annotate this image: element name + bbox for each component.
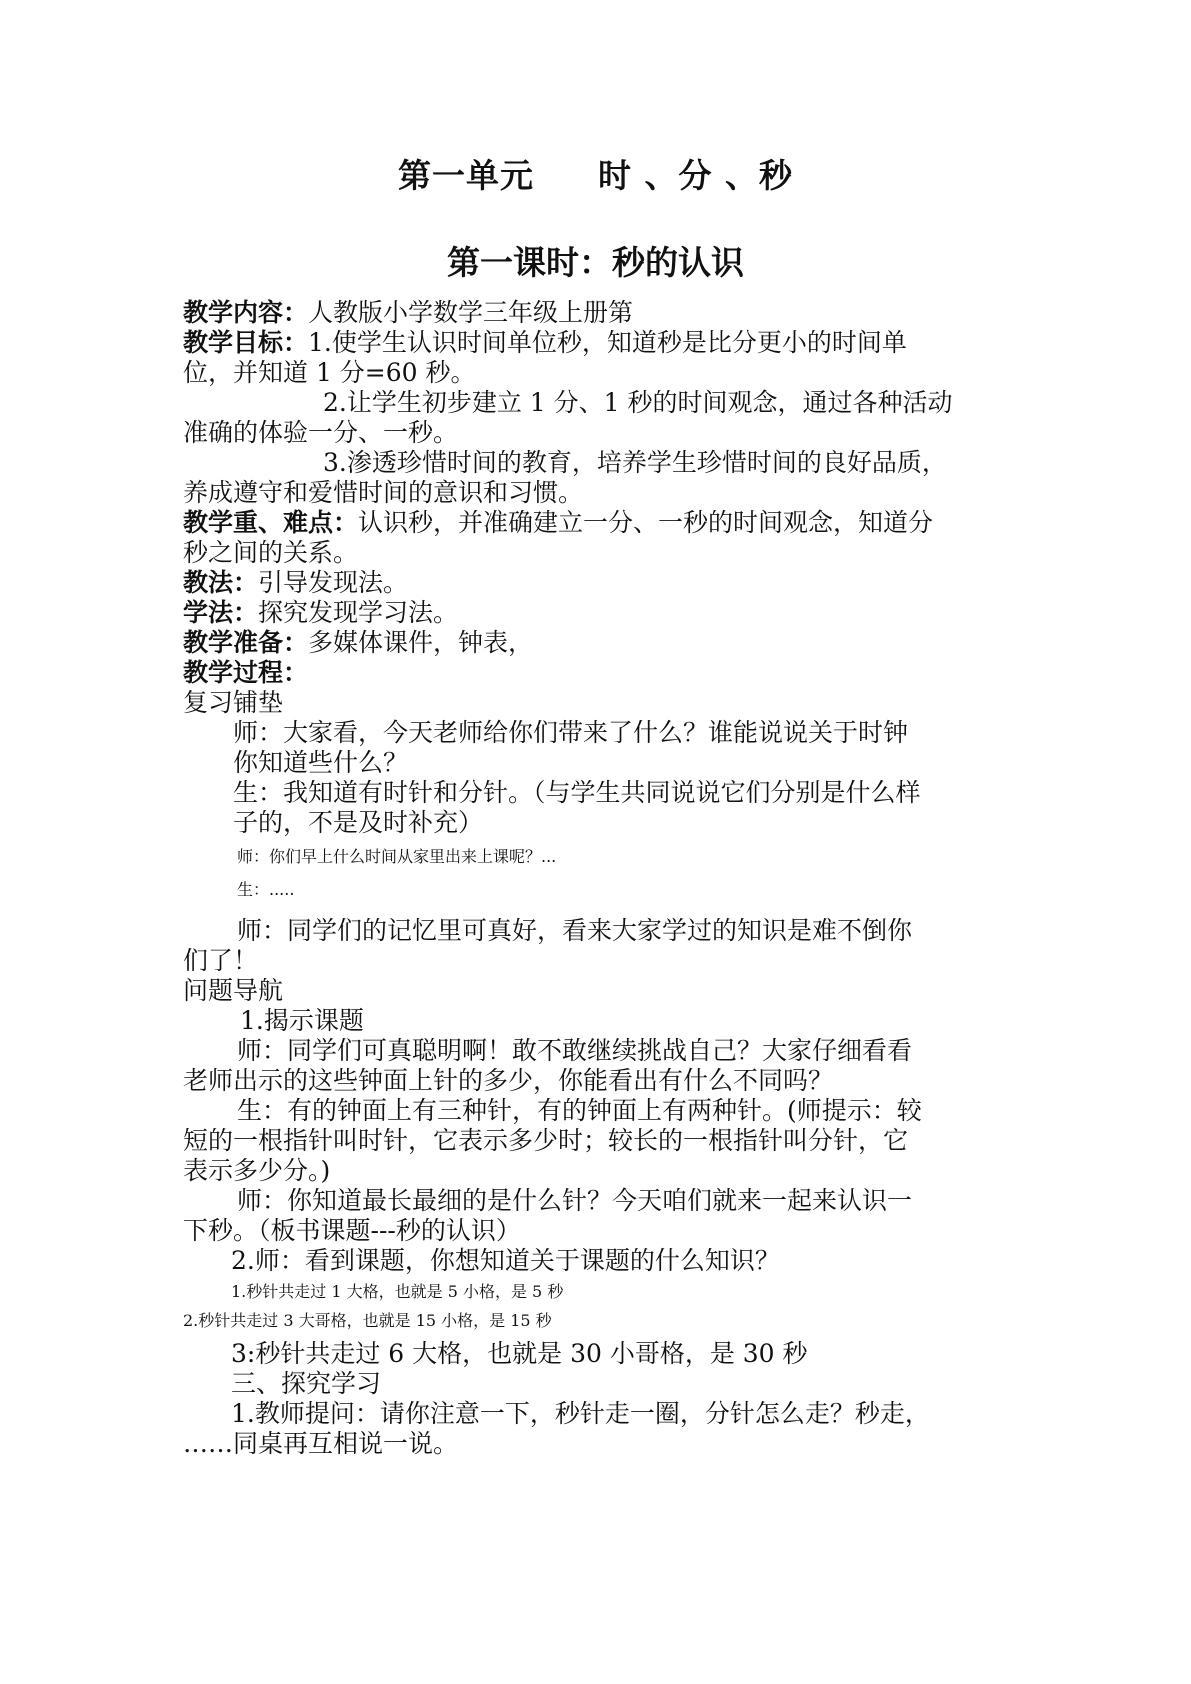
study-label: 学法：: [183, 598, 259, 627]
explore-1b: ……同桌再互相说一说。: [183, 1429, 459, 1458]
nav-2b: 老师出示的这些钟面上针的多少，你能看出有什么不同吗？: [183, 1066, 834, 1095]
review-2a: 生：我知道有时针和分针。（与学生共同说说它们分别是什么样: [233, 778, 921, 807]
review-5a: 师：同学们的记忆里可真好，看来大家学过的知识是难不倒你: [237, 916, 913, 945]
nav-6: 1.秒针共走过 1 大格，也就是 5 小格，是 5 秒: [231, 1282, 564, 1301]
prep-label: 教学准备：: [183, 628, 309, 657]
nav-3c: 表示多少分。): [183, 1156, 331, 1185]
goal-3a: 3.渗透珍惜时间的教育，培养学生珍惜时间的良好品质，: [323, 448, 947, 477]
nav-8: 3:秒针共走过 6 大格，也就是 30 小哥格，是 30 秒: [231, 1339, 808, 1368]
method-text: 引导发现法。: [258, 568, 409, 597]
nav-4a: 师：你知道最长最细的是什么针？今天咱们就来一起来认识一: [237, 1186, 913, 1215]
review-3: 师：你们早上什么时间从家里出来上课呢？...: [237, 847, 557, 866]
nav-3a: 生：有的钟面上有三种针，有的钟面上有两种针。(师提示：较: [237, 1096, 922, 1125]
nav-2a: 师：同学们可真聪明啊！敢不敢继续挑战自己？大家仔细看看: [237, 1036, 913, 1065]
unit-title-part2: 时 、分 、秒: [598, 156, 793, 195]
lesson-title: 第一课时：秒的认识: [447, 243, 744, 282]
key-text-a: 认识秒，并准确建立一分、一秒的时间观念，知道分: [358, 508, 934, 537]
content-label: 教学内容：: [183, 298, 309, 327]
explore-1a: 1.教师提问：请你注意一下，秒针走一圈，分针怎么走？秒走，: [231, 1399, 930, 1428]
nav-7: 2.秒针共走过 3 大哥格，也就是 15 小格，是 15 秒: [183, 1311, 552, 1330]
method-line: [183, 567, 408, 599]
prep-text: 多媒体课件，钟表，: [308, 628, 534, 657]
goal-2b: 准确的体验一分、一秒。: [183, 418, 459, 447]
goal-label: 教学目标：: [183, 328, 309, 357]
review-4: 生：.....: [237, 880, 295, 899]
goal-2a: 2.让学生初步建立 1 分、1 秒的时间观念，通过各种活动: [323, 388, 953, 417]
nav-3b: 短的一根指针叫时针，它表示多少时；较长的一根指针叫分针，它: [183, 1126, 909, 1155]
review-2b: 子的，不是及时补充）: [233, 808, 484, 837]
review-5b: 们了！: [183, 946, 259, 975]
study-text: 探究发现学习法。: [258, 598, 459, 627]
review-1a: 师：大家看，今天老师给你们带来了什么？谁能说说关于时钟: [233, 718, 909, 747]
explore-heading: 三、探究学习: [231, 1369, 382, 1398]
unit-title: [0, 150, 1191, 197]
goal-line-1: [183, 327, 907, 359]
goal-1b: 位，并知道 1 分=60 秒。: [183, 358, 476, 387]
key-text-b: 秒之间的关系。: [183, 538, 359, 567]
process-label: 教学过程：: [183, 658, 309, 687]
study-line: [183, 597, 458, 629]
nav-heading: 问题导航: [183, 976, 284, 1005]
review-heading: 复习铺垫: [183, 688, 284, 717]
nav-4b: 下秒。（板书课题---秒的认识）: [183, 1216, 521, 1245]
nav-1: 1.揭示课题: [240, 1006, 364, 1035]
content-line: [183, 297, 633, 329]
review-1b: 你知道些什么？: [233, 748, 409, 777]
key-label: 教学重、难点：: [183, 508, 359, 537]
nav-5: 2.师：看到课题，你想知道关于课题的什么知识？: [231, 1246, 780, 1275]
method-label: 教法：: [183, 568, 259, 597]
key-line: [183, 507, 933, 539]
prep-line: [183, 627, 533, 659]
goal-1a: 1.使学生认识时间单位秒，知道秒是比分更小的时间单: [308, 328, 907, 357]
goal-3b: 养成遵守和爱惜时间的意识和习惯。: [183, 478, 584, 507]
content-text: 人教版小学数学三年级上册第: [308, 298, 634, 327]
unit-title-part1: 第一单元: [398, 156, 534, 195]
